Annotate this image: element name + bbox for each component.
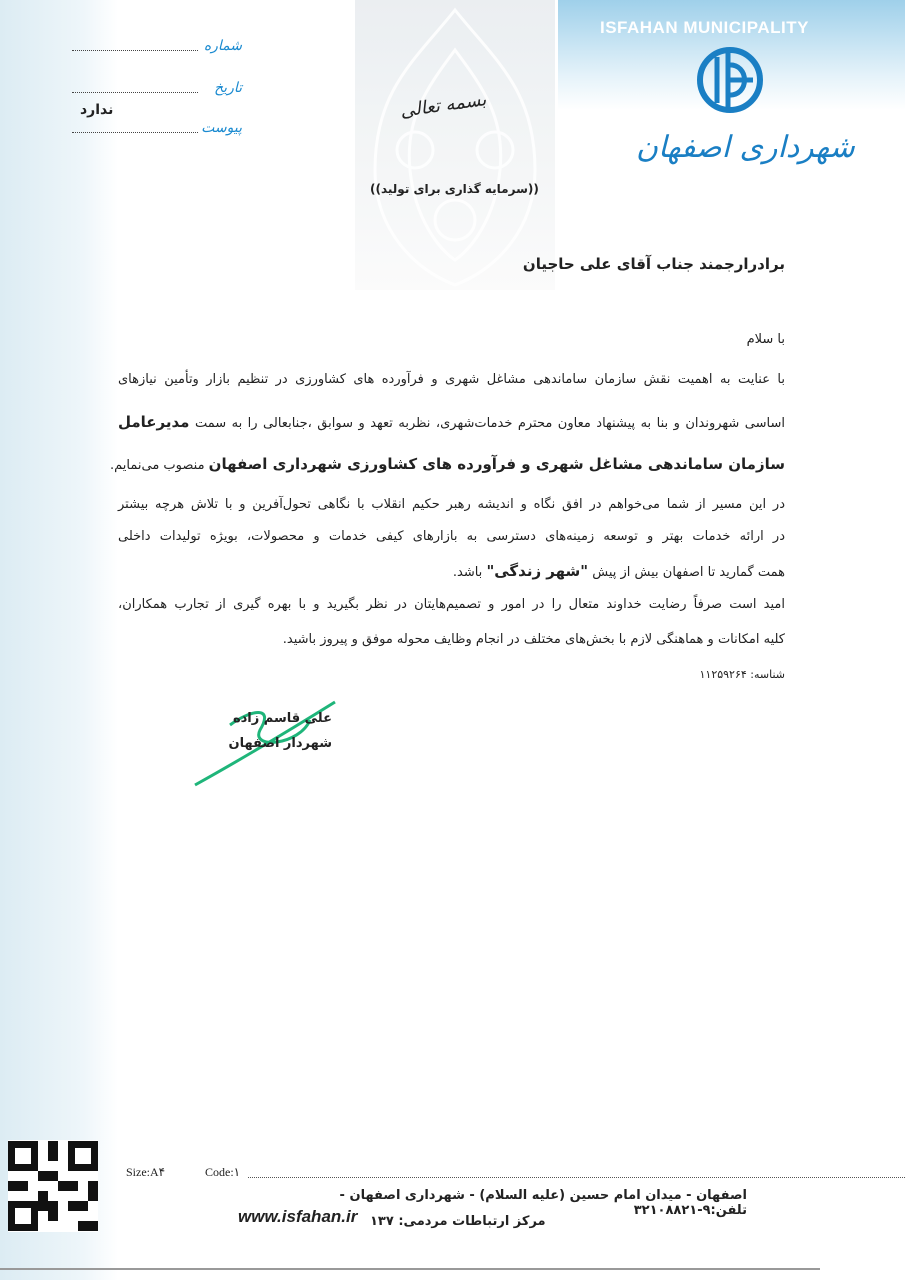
body-text: منصوب می‌نمایم.	[109, 458, 205, 473]
bottom-rule	[0, 1268, 820, 1270]
id-label: شناسه:	[750, 668, 785, 681]
left-decorative-strip	[0, 0, 118, 1280]
paper-size: Size:A۴	[126, 1165, 166, 1179]
signatory-name: علی قاسم زاده	[232, 711, 332, 726]
bold-title: مدیرعامل	[118, 413, 190, 431]
brand-persian: شهرداری اصفهان	[636, 130, 855, 165]
field-value: ندارد	[80, 102, 114, 118]
id-value: ۱۱۲۵۹۲۶۴	[699, 668, 747, 681]
ornament-background	[355, 0, 555, 290]
dotted-line	[72, 50, 198, 51]
field-label: پیوست	[201, 120, 242, 136]
form-code: Code:۱	[205, 1165, 241, 1179]
document-id	[700, 668, 785, 681]
footer-address: اصفهان - میدان امام حسین (علیه السلام) - شهرداری اصفهان - تلفن:۹-۳۲۱۰۸۸۲۱	[339, 1188, 747, 1218]
body-line: کلیه امکانات و هماهنگی لازم با بخش‌های مختلف در انجام وظایف محوله موفق و پیروز باشید.	[282, 632, 785, 647]
body-text: باشد.	[452, 565, 483, 580]
bold-quote: "شهر زندگی"	[486, 562, 589, 580]
body-text: همت گمارید تا اصفهان بیش از پیش	[592, 565, 785, 580]
body-line: با عنایت به اهمیت نقش سازمان ساماندهی مشاغل شهری و فرآورده های کشاورزی در تنظیم بازار وتأمین نیازهای	[118, 372, 785, 387]
field-date	[72, 80, 242, 96]
dotted-line	[72, 132, 198, 133]
website-link[interactable]: www.isfahan.ir	[238, 1207, 358, 1226]
body-line: در ارائه خدمات بهتر و توسعه زمینه‌های دسترسی به بازارهای کیفی خدمات و محصولات، بویژه تولیدات داخلی	[118, 529, 785, 544]
signatory-title: شهردار اصفهان	[228, 736, 332, 751]
body-line: امید است صرفاً رضایت خداوند متعال را در امور و تصمیم‌هایتان در نظر بگیرید و با بهره گیری از تجارب همکاران،	[118, 597, 785, 612]
body-text: اساسی شهروندان و بنا به پیشنهاد معاون محترم خدمات‌شهری، نظربه تعهد و سوابق ،جنابعالی را به سمت	[194, 416, 785, 431]
body-line	[110, 455, 785, 473]
body-line	[453, 562, 785, 580]
slogan: ((سرمایه گذاری برای تولید))	[370, 182, 539, 196]
body-line	[118, 413, 785, 431]
field-label: شماره	[203, 38, 242, 54]
greeting: با سلام	[746, 332, 785, 347]
bismillah: بسمه تعالی	[398, 89, 488, 122]
footer-divider	[248, 1177, 905, 1178]
call-center: مرکز ارتباطات مردمی: ۱۳۷	[370, 1214, 546, 1229]
qr-code-icon	[8, 1140, 98, 1232]
brand-english: ISFAHAN MUNICIPALITY	[600, 18, 809, 37]
body-line: در این مسیر از شما می‌خواهم در افق نگاه و اندیشه رهبر حکیم انقلاب با نگاهی تحول‌آفرین و با تلاش هرچه بیشتر	[118, 497, 785, 512]
field-number	[72, 38, 242, 54]
dotted-line	[72, 92, 198, 93]
bold-org: سازمان ساماندهی مشاغل شهری و فرآورده های کشاورزی شهرداری اصفهان	[208, 455, 785, 473]
field-label: تاریخ	[214, 80, 242, 96]
addressee: برادرارجمند جناب آقای علی حاجیان	[522, 255, 785, 273]
signature-block	[222, 706, 332, 756]
municipality-logo-icon	[695, 45, 765, 119]
field-attachment	[72, 102, 242, 136]
